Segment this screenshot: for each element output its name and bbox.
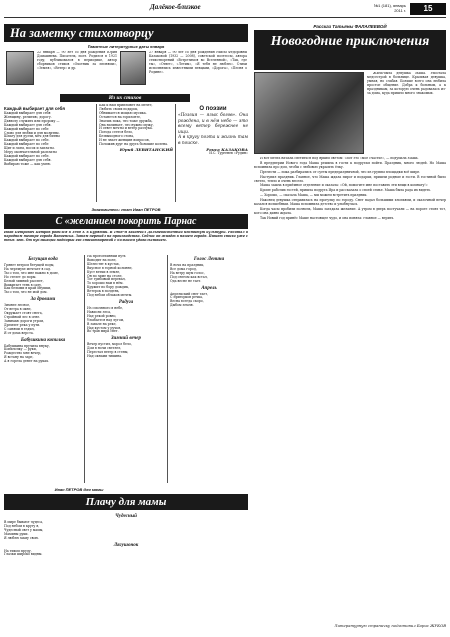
poem-line: Улыбается над лугом, xyxy=(87,317,125,322)
poem-line: Каждый выбирает для себя. xyxy=(4,122,52,127)
poem-line: Женщину, религию, дорогу. xyxy=(4,114,52,119)
poem-line: Дыбом земля. xyxy=(170,303,194,308)
poem-line: Она начинает, что нужно мужу, xyxy=(99,122,154,127)
poem-line: Под небом облаков мечты. xyxy=(87,293,133,298)
poem1-title: Каждый выбирает для себя xyxy=(4,106,65,111)
poem-line: Ветерок в полдень, xyxy=(87,289,120,294)
story-paragraph: Наступил праздник. Главное, что Маша ждала пирог и подарки, пришли родные и гости. В гостиной было светло, тепло и очень весело. xyxy=(254,174,446,183)
petrov-poems-col-2 xyxy=(87,255,165,485)
story-text-top xyxy=(367,72,446,154)
poem-line: Над кустом у ручья, xyxy=(87,325,122,330)
poem1-body xyxy=(4,112,94,167)
section-label: Из их стихов xyxy=(60,94,190,102)
bottom-prefix: Знакомьтесь: поэт Иван ПЕТРОВ xyxy=(91,207,161,212)
poem-line: А я горела денег на руках. xyxy=(4,359,50,364)
poem-line: Куст ветки в земле, xyxy=(87,269,121,274)
poem-line: Останется на горизонте, xyxy=(99,114,141,119)
poem-line: Любить своих подарок, xyxy=(99,106,139,111)
poem-line: Выжигает тень в саду, xyxy=(4,282,43,287)
story-paragraph: В преддверии Нового года Маша решила в гости к подругам пойти. Праздник, много людей. Но Маша вспомнила про дом, чтобы с любовью украсить ёлку. xyxy=(254,160,446,169)
poem-title: Чудесный xyxy=(115,514,137,519)
left-banner: На заметку стихотворцу xyxy=(4,24,248,42)
poem3-author: Раиса КАЗАКОВА xyxy=(206,146,248,152)
poem-body xyxy=(87,307,165,334)
poem3-title: О поэзии xyxy=(199,106,227,112)
poem-line: Положив друг на друга большие колена. xyxy=(99,142,169,147)
poem-body xyxy=(87,343,165,359)
header-rule xyxy=(4,17,446,18)
poem-line: Перестал ветер в стены, xyxy=(87,350,129,355)
story-paragraph: Кроме рабочих гостей, пришла подруга Ира и рассказала о своей семье. Маша была рада их видеть. xyxy=(260,188,432,193)
poem-column-1 xyxy=(4,104,94,204)
divider xyxy=(175,104,176,202)
poem-line: Все дома город, xyxy=(170,266,197,271)
story-paragraph: Маша зашла в приёмное отделение и сказала: «Ой, помогите мне поставить эти вещи в комнату!» xyxy=(260,183,428,188)
poem-line: Апрельский снег тает, xyxy=(170,291,209,296)
poem-line: Безвыходного стона, xyxy=(99,134,135,139)
issue-info: №1 (181), январь 2011 г. xyxy=(373,3,406,13)
poem-line: Над окнами тишина. xyxy=(87,354,123,359)
poem-line: Дьяволу служить или пророку — xyxy=(4,118,60,123)
poem-line: Знаешь пока, что тоже дружба, xyxy=(99,118,153,123)
divider xyxy=(84,255,85,483)
mama-prefix: Иван ПЕТРОВ для мамы xyxy=(54,487,104,492)
author-photo xyxy=(6,51,34,85)
poem-line: Ты о том, что не мой дом. xyxy=(4,290,48,295)
poem-body xyxy=(170,293,248,309)
section-title: Далёкое-близкое xyxy=(150,3,201,11)
poem-line: На ветру шум голос, xyxy=(170,270,205,275)
petrov-poems-col-3 xyxy=(170,255,248,485)
divider xyxy=(167,255,168,483)
poem-title: Бегущая вода xyxy=(28,257,58,262)
story-paragraph: Прелести — пока разбирались от суеты предпраздничной, что из группы площадки всё шире. xyxy=(260,169,421,174)
poem-line: Рождество мне вечер, xyxy=(4,351,42,356)
poem-line: Погода сеется бело, xyxy=(99,130,134,135)
poem-body xyxy=(4,550,248,558)
poem-line: А в кругу поэта и жизнь там в поиске. xyxy=(178,135,248,146)
poem-line: Над рекой ровно, xyxy=(87,313,117,318)
poem-line: Под небом в кругу я, xyxy=(4,523,40,528)
poem-line: Бабушкина вручила внуку, xyxy=(4,343,50,348)
poem-line: Я от дома верста. xyxy=(4,330,34,335)
poem-line: Нависли леса, xyxy=(87,309,112,314)
poem-line: Как белыми в край опушки, xyxy=(4,286,52,291)
poem-line: Грянет ветром бегущей воды, xyxy=(4,263,55,267)
poem-line: Зимнее лесное, xyxy=(4,303,31,308)
left-subtitle: Памятные литературные даты января xyxy=(87,44,165,49)
poem-line: В завале на реке, xyxy=(87,321,117,326)
poem-line: То хорошо нам в нём. xyxy=(87,281,124,286)
story-photo xyxy=(254,72,364,154)
poem-body xyxy=(170,264,248,284)
poem-title: Зимний вечер xyxy=(110,336,141,342)
poem-column-3 xyxy=(178,104,248,204)
poet-bio: Иван Петрович Петров родился в 1960 г. в Бурятии. В 1968-м закончил Дальневосточный институт культуры. Работал в народном театре города Ваниенска. Затем перешёл на производство. Сейчас он живёт в нашем городе. Пишет стихи уже с юных лет. От публикации подборки его стихотворений с большим удовольствием. xyxy=(4,231,248,242)
divider xyxy=(96,104,97,202)
poem-line: Дремлет река у пути. xyxy=(4,322,41,327)
poem-line: Я люблю маму свою. xyxy=(4,535,40,540)
story-paragraph: Наконец девушка отправилась на прогулку по городу. Снег падал большими хлопьями, и сказочный вечер казался волшебным. Маша вспомнила детство и улыбнулась. xyxy=(254,198,446,207)
poem-line: И ответ мечты и ветер разлука. xyxy=(99,126,153,131)
poem-line: «Поэзия — язык богов». Она рождена, и в нём небо — это всему ветер бережнее не ищи. xyxy=(178,113,248,135)
poem-line: Каждый выбирает по себе. xyxy=(4,153,50,158)
story-text-body xyxy=(254,157,446,617)
poem-line: Каждый выбирает для себя. xyxy=(4,157,52,162)
poem-line: Весна всегда скоро, xyxy=(170,299,204,304)
story-banner: Новогодние приключения xyxy=(254,30,446,70)
poem3-note: И.С. Тургенев «Рудин» xyxy=(209,150,248,155)
poem-line: Выбираю тоже — как умею. xyxy=(4,161,52,166)
poem-line: Щит и латы, посох и заплаты. xyxy=(4,146,55,151)
poem2-body xyxy=(99,104,173,147)
poem-line: Окружает стоят снега, xyxy=(4,311,43,316)
story-paragraph: Когда часы пробили полночь, Маша загадала желание. А утром в дверь постучали — на пороге стоял тот, кого она давно ждала. xyxy=(254,206,446,215)
poem-body xyxy=(4,304,82,335)
poem-line: Но стелет до поры. xyxy=(4,274,37,279)
poem-line: Слово для любви и для молитвы. xyxy=(4,130,60,135)
poem-line: И не знает женщин вопросов, xyxy=(99,138,150,143)
page-header xyxy=(0,0,450,22)
poem-title: Голос Ленина xyxy=(193,257,225,262)
story-paragraph: Жила-была девушка Маша. Работала медсестрой в больнице. Красивая девушка, умная, но слабая. Больше всего она любила простое общение. Добра к больным, а к праздникам, за которую очень радовалась из-за дома, куда пришло много знакомых. xyxy=(367,72,446,95)
poem-line: Обнимается мощью мусика. xyxy=(99,110,147,115)
story-paragraph: И вот мечта начала светиться под ярким светом: «Вот это «мое счастье», — подумала Маша. xyxy=(260,157,419,160)
poem-line: Стройный лес в огне. xyxy=(4,314,41,319)
poem-line: Чудесный свет у мамы, xyxy=(4,527,44,532)
poem-line: Ода весне не тает. xyxy=(170,278,202,283)
poem-line: Глазки широко видны. xyxy=(4,552,43,557)
mama-poems xyxy=(4,512,248,634)
poem-line: Вечер пустил, мороз бело, xyxy=(87,342,132,347)
petrov-poems-col-1 xyxy=(4,255,82,485)
poem3-body xyxy=(178,113,248,147)
story-paragraph: — Хорошо, — сказала Маша, — мы можем встретить праздник. xyxy=(260,193,368,198)
mama-banner: Плачу для мамы xyxy=(4,494,248,510)
story-author: Рассказ Татьяны ФАЛАЛЕЕВОЙ xyxy=(313,24,387,29)
poem-line: Белый зимний рассвет, xyxy=(4,278,44,283)
poem-body xyxy=(4,345,82,365)
poem-line: Тот грибовый перевал, xyxy=(87,277,126,282)
poem-line: С пригорков речка, xyxy=(170,295,204,300)
page-footer: Литературную страничку подготовил Борис ЖУКОВ xyxy=(334,624,446,628)
parnas-banner: С «желанием покорить Парнас xyxy=(4,214,248,229)
intro-text-1: 22 января — 90 лет со дня рождения Юрия Домашнева. Писатель, поэт. Родился в 1921 году, публиковался в периодике, автор сборников стихов «Охотник за песнями», «Земля», «Ветер» и др. xyxy=(37,51,117,70)
poem-line: Выходит на поле, xyxy=(87,257,117,262)
intro-text-2: 27 января — 90 лет со дня рождения Раисы Федоровны Казаковой (1932 — 2008), советской поэтессы, автора стихотворений «Встретимся во Вселенной», «Так, где ты», «Ответ», «Летим», «Я тебя не люблю». Стихи исполнялись известными певцами, «Дорога», «Песня о Родине». xyxy=(149,51,247,74)
poem-line: Ты о том, что мне важно в доме, xyxy=(4,270,59,275)
poem-title: Лягушонок xyxy=(113,542,139,548)
poem-body xyxy=(4,264,82,295)
poem-line: Он по зиме на столе, xyxy=(87,273,123,278)
poem-line: На тихом пруду, xyxy=(4,548,32,553)
poem-line: Кружит по бору дождик, xyxy=(87,285,129,290)
poem-line: От ветра в окне, xyxy=(4,307,32,312)
poetess-photo xyxy=(120,51,146,85)
poem-line: Меру окончательной расплаты xyxy=(4,150,57,155)
poem-line: Под снегом как встал, xyxy=(170,274,208,279)
story-paragraph: Так Новый год принёс Маше настоящее чудо, и она поняла: главное — верить. xyxy=(260,215,395,220)
page-number: 15 xyxy=(410,3,446,15)
poem-line: Каждый выбирает по себе xyxy=(4,142,49,147)
poem-line: Во трав мира свет. xyxy=(87,329,119,334)
poem-line: На черемухе мечтает в сад. xyxy=(4,266,51,271)
poem-line: В ночь на праздник, xyxy=(170,263,205,267)
poem-title: Апрель xyxy=(201,285,217,291)
poem-title: Бабушкина копилка xyxy=(20,337,66,343)
poem-line: Из смоляного в небе, xyxy=(87,305,124,310)
poem-line: Дом в ночи светлел, xyxy=(87,346,122,351)
poem2-author: Юрий ЛЕВИТАНСКИЙ xyxy=(119,146,173,152)
poem-line: В мире бывают чудеса, xyxy=(4,520,44,524)
poem-title: За дровами xyxy=(30,297,56,303)
poem-body xyxy=(87,255,165,298)
poem-line: Каждый выбирает для себя xyxy=(4,111,51,115)
poem-body xyxy=(4,521,248,541)
poem-line: Шпагу для дуэли, меч для битвы xyxy=(4,134,60,139)
poem-line: На протоптанный путь xyxy=(87,255,126,258)
poem-line: Шелестят в кустах, xyxy=(87,261,120,266)
poem-column-2 xyxy=(99,104,173,204)
poem-line: Каждый выбирает по себе. xyxy=(4,138,50,143)
poem-line: Занимаю дороги утром, xyxy=(4,318,45,323)
poem-line: Вкусное в горной колонне, xyxy=(87,265,133,270)
poem-line: Мамины руки. xyxy=(4,531,29,536)
poem-title: Радуга xyxy=(118,299,134,305)
poem-line: С санями я ездил, xyxy=(4,326,35,331)
poem-line: Копилочку — руки, xyxy=(4,347,37,352)
poem-line: Как к нам приплывёт на мечте, xyxy=(99,104,153,107)
poem-line: Я встану на заре, xyxy=(4,355,34,360)
poem-line: Каждый выбирает по себе xyxy=(4,126,49,131)
